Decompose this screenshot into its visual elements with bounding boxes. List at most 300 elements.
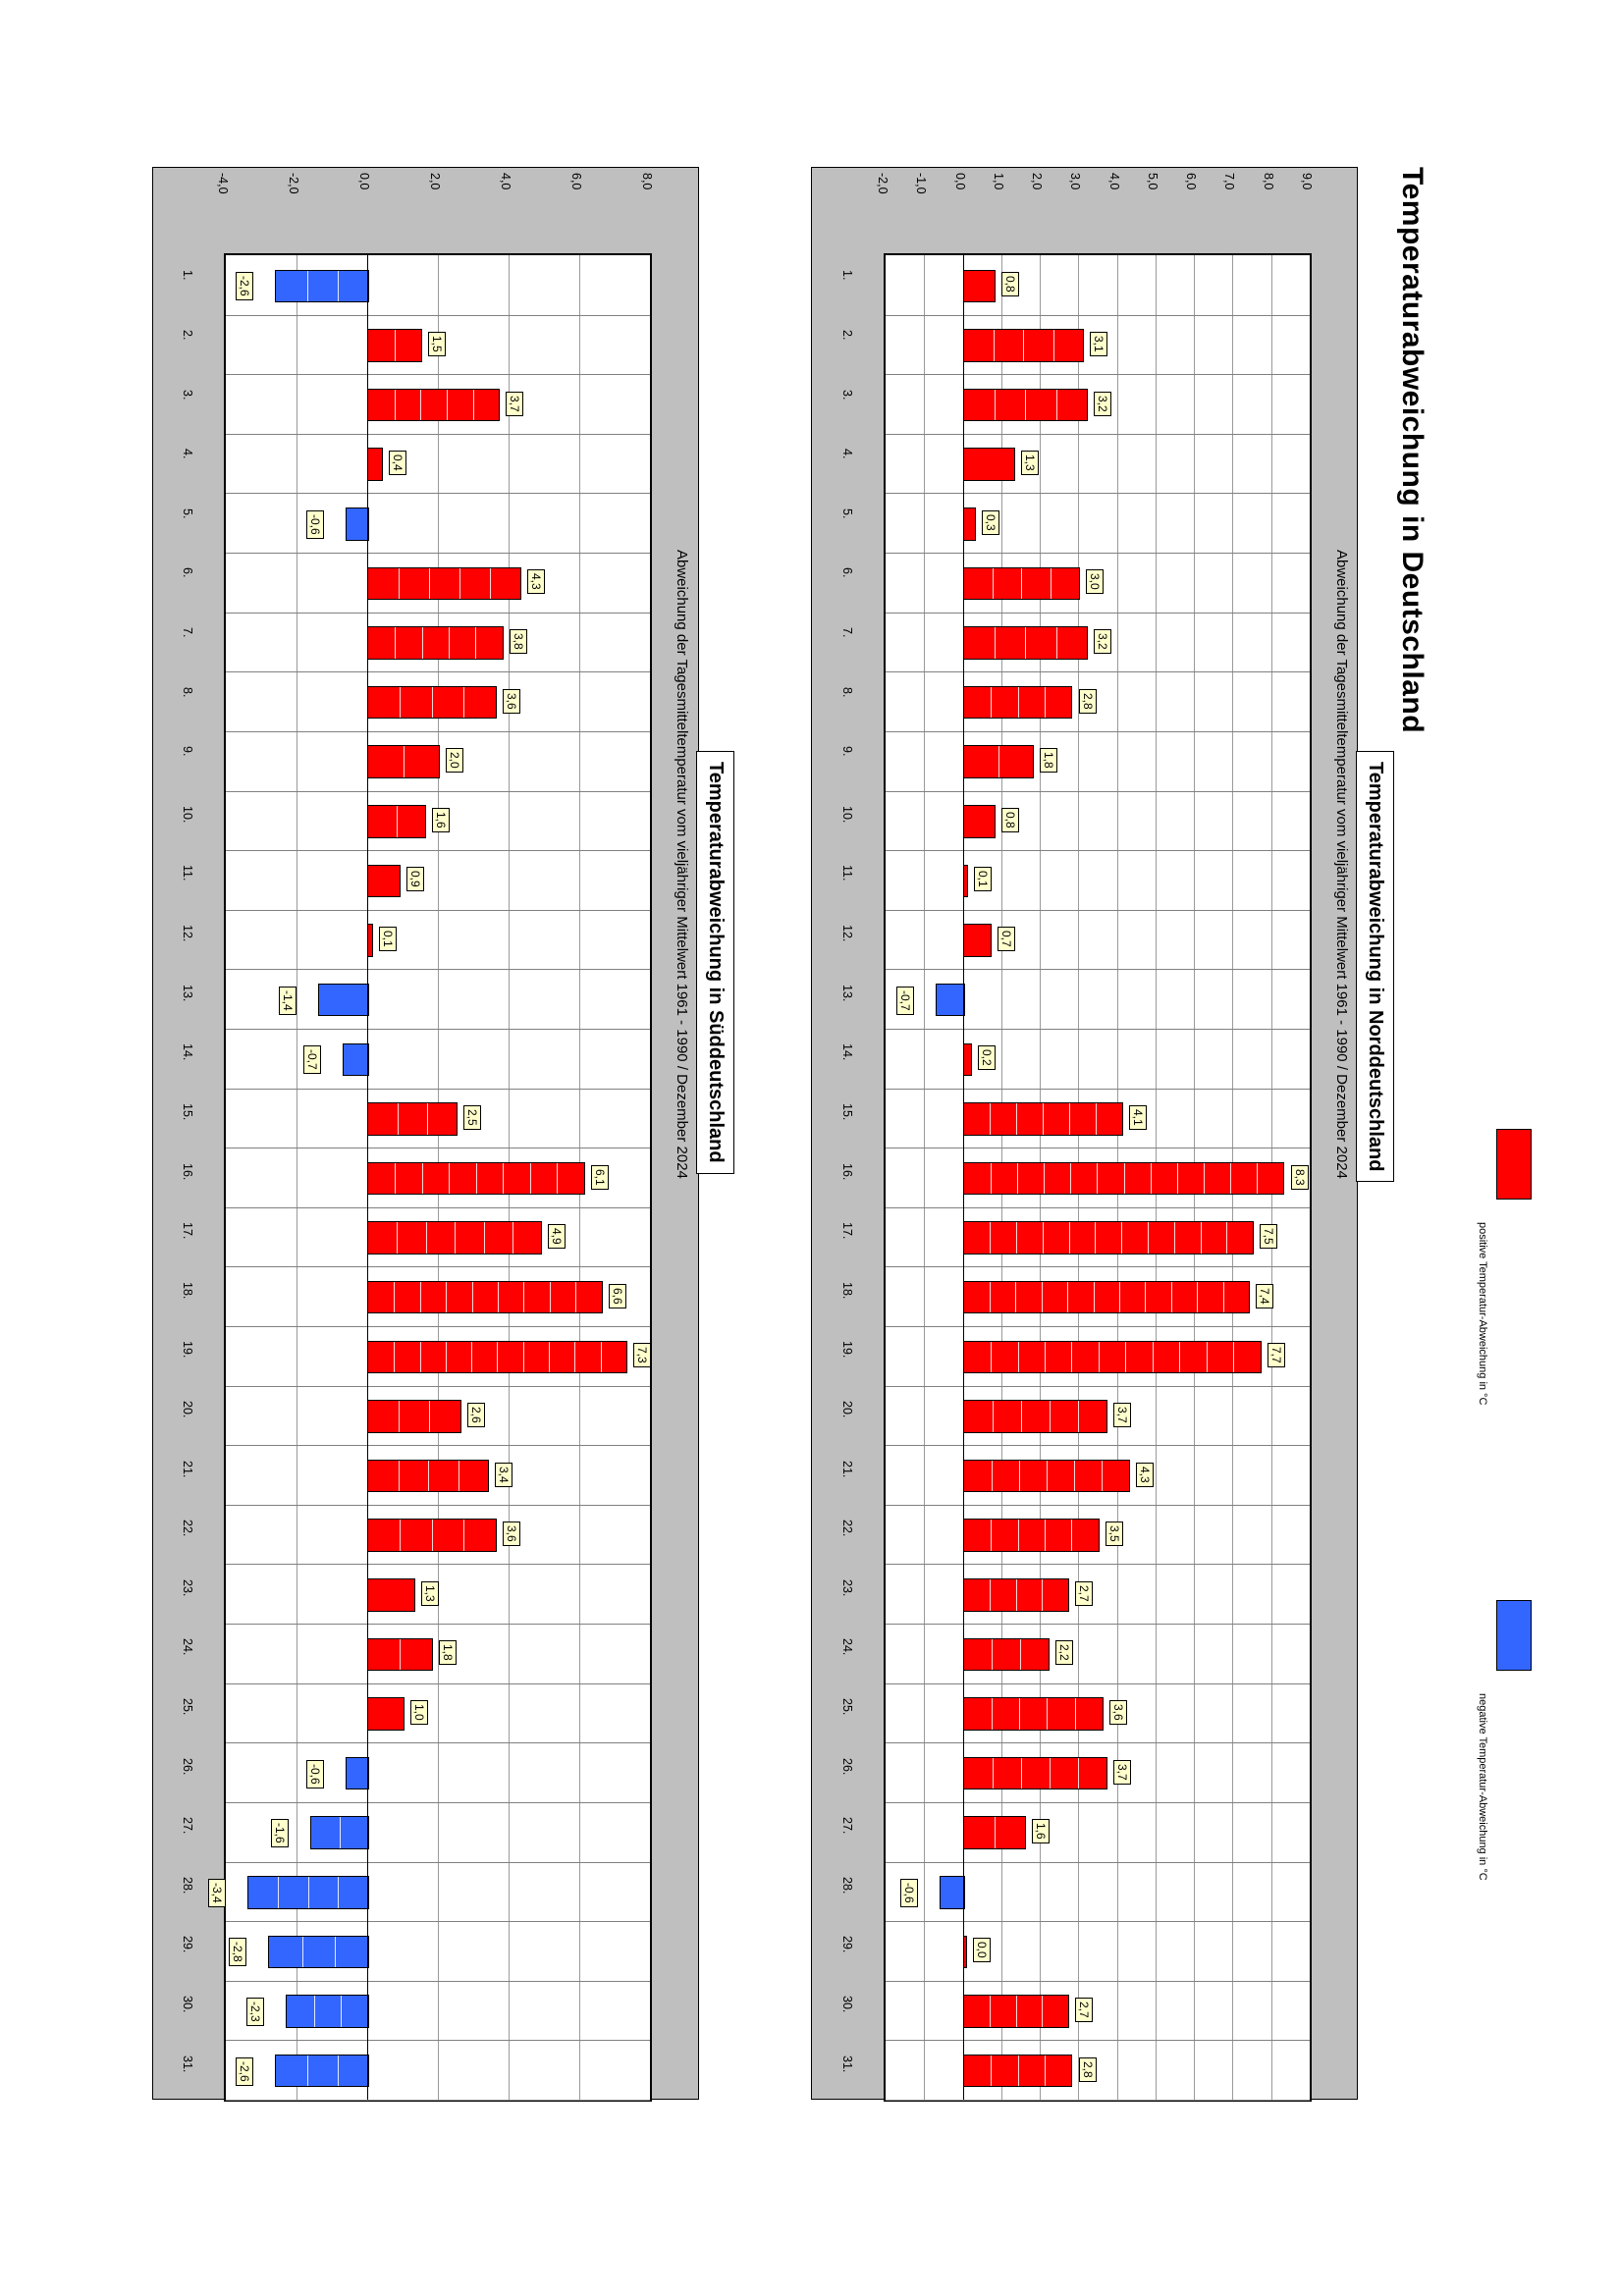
axis-tick-label: 2,0 — [428, 173, 442, 190]
bar-hatch — [1201, 1222, 1202, 1254]
bar-hatch — [1023, 330, 1024, 361]
bar-hatch — [397, 806, 398, 837]
bar-hatch — [307, 2056, 308, 2087]
bar-hatch — [1042, 1996, 1043, 2027]
value-label: 4,9 — [548, 1224, 566, 1249]
bar-hatch — [991, 1163, 992, 1195]
chart-row — [226, 1624, 650, 1684]
bar-hatch — [1071, 1342, 1072, 1373]
bar-26 — [346, 1757, 369, 1790]
category-label: 29. — [840, 1936, 854, 1953]
bar-23 — [367, 1578, 415, 1612]
axis-tick-label: 6,0 — [1184, 173, 1199, 190]
zero-axis — [963, 255, 964, 2100]
bar-hatch — [1078, 1401, 1079, 1432]
value-label: 0,8 — [1001, 272, 1019, 296]
bar-hatch — [992, 1461, 993, 1492]
bar-hatch — [549, 1342, 550, 1373]
chart-row — [886, 1564, 1310, 1625]
bar-hatch — [420, 1342, 421, 1373]
bar-20 — [367, 1400, 461, 1433]
category-label: 24. — [840, 1638, 854, 1656]
chart-row — [886, 850, 1310, 911]
value-label: 3,5 — [1106, 1522, 1123, 1546]
category-label: 26. — [840, 1757, 854, 1776]
bar-hatch — [1119, 1282, 1120, 1313]
bar-hatch — [400, 1639, 401, 1671]
bar-hatch — [463, 687, 464, 719]
bar-hatch — [990, 1996, 991, 2027]
bar-hatch — [993, 1758, 994, 1789]
axis-tick-label: -1,0 — [914, 173, 929, 194]
bar-31 — [963, 2055, 1073, 2088]
bar-hatch — [1177, 1163, 1178, 1195]
category-label: 13. — [840, 984, 854, 1002]
bar-hatch — [1050, 1401, 1051, 1432]
category-label: 17. — [181, 1222, 194, 1240]
category-label: 27. — [840, 1817, 854, 1835]
bar-hatch — [1016, 1103, 1017, 1135]
bar-8 — [367, 686, 497, 720]
bar-hatch — [1056, 627, 1057, 659]
bar-hatch — [1230, 1163, 1231, 1195]
category-label: 4. — [181, 449, 194, 459]
bar-hatch — [459, 568, 460, 600]
category-label: 21. — [181, 1460, 194, 1477]
value-label: 0,9 — [406, 867, 424, 891]
bar-27 — [963, 1816, 1027, 1849]
bar-25 — [367, 1697, 404, 1731]
bar-26 — [963, 1757, 1107, 1790]
bar-11 — [367, 865, 401, 898]
bar-hatch — [395, 390, 396, 421]
axis-tick-label: 1,0 — [991, 173, 1005, 190]
bar-17 — [963, 1221, 1255, 1255]
chart-row — [886, 1624, 1310, 1684]
category-label: 6. — [840, 567, 854, 578]
category-label: 19. — [840, 1341, 854, 1359]
bar-2 — [367, 329, 422, 362]
bar-hatch — [1078, 1758, 1079, 1789]
bar-28 — [247, 1876, 369, 1909]
axis-tick-label: 2,0 — [1030, 173, 1045, 190]
bar-16 — [367, 1162, 585, 1196]
bar-hatch — [1018, 1520, 1019, 1551]
bar-hatch — [1095, 1222, 1096, 1254]
value-label: 0,7 — [998, 927, 1015, 951]
bar-hatch — [1025, 627, 1026, 659]
bar-21 — [963, 1460, 1131, 1493]
bar-hatch — [1051, 568, 1052, 600]
bar-hatch — [399, 568, 400, 600]
bar-hatch — [1042, 1282, 1043, 1313]
axis-tick-label: 8,0 — [640, 173, 654, 190]
bar-hatch — [990, 1579, 991, 1611]
bar-hatch — [340, 1817, 341, 1848]
bar-hatch — [1017, 1163, 1018, 1195]
category-label: 31. — [181, 2055, 194, 2073]
bar-hatch — [458, 1461, 459, 1492]
bar-hatch — [447, 390, 448, 421]
value-label: -3,4 — [208, 1879, 226, 1907]
bar-hatch — [463, 1520, 464, 1551]
category-label: 4. — [840, 449, 854, 459]
category-label: 10. — [181, 805, 194, 824]
value-label: 2,6 — [467, 1403, 485, 1427]
category-label: 28. — [840, 1876, 854, 1895]
chart-row — [886, 1981, 1310, 2042]
bar-hatch — [429, 568, 430, 600]
bar-3 — [367, 389, 500, 422]
bar-hatch — [1124, 1163, 1125, 1195]
axis-tick-label: -4,0 — [216, 173, 230, 194]
bar-hatch — [278, 1877, 279, 1908]
value-label: -2,6 — [236, 2057, 253, 2086]
bar-hatch — [1045, 2056, 1046, 2087]
value-label: 6,1 — [591, 1165, 609, 1190]
bar-hatch — [400, 1520, 401, 1551]
bar-hatch — [1099, 1342, 1100, 1373]
value-label: 3,6 — [503, 689, 520, 714]
bar-hatch — [432, 687, 433, 719]
value-label: -2,3 — [246, 1998, 264, 2026]
axis-tick-label: -2,0 — [876, 173, 890, 194]
chart-row — [886, 671, 1310, 732]
bar-hatch — [446, 1282, 447, 1313]
value-label: 4,3 — [1136, 1463, 1154, 1487]
bar-hatch — [1153, 1342, 1154, 1373]
value-label: 2,0 — [446, 748, 463, 773]
bar-10 — [963, 805, 996, 838]
bar-hatch — [1021, 568, 1022, 600]
value-label: 1,3 — [1021, 451, 1039, 475]
category-label: 25. — [840, 1698, 854, 1716]
category-label: 18. — [181, 1281, 194, 1300]
bar-hatch — [1223, 1282, 1224, 1313]
plot-area-nord — [884, 253, 1312, 2102]
bar-hatch — [1197, 1282, 1198, 1313]
chart-subtitle-sued: Abweichung der Tagesmitteltemperatur vom vieljähriger Mittelwert 1961 - 1990 / Dezember 2024 — [674, 550, 690, 1179]
bar-hatch — [1174, 1222, 1175, 1254]
bar-hatch — [995, 627, 996, 659]
bar-hatch — [1043, 1222, 1044, 1254]
value-label: 3,7 — [1113, 1403, 1131, 1427]
bar-hatch — [399, 1401, 400, 1432]
bar-7 — [367, 626, 504, 660]
chart-title-sued: Temperaturabweichung in Süddeutschland — [696, 751, 734, 1174]
bar-31 — [275, 2055, 369, 2088]
bar-21 — [367, 1460, 489, 1493]
bar-17 — [367, 1221, 542, 1255]
chart-row — [886, 2040, 1310, 2101]
bar-4 — [367, 448, 383, 481]
category-label: 8. — [840, 686, 854, 698]
bar-hatch — [523, 1282, 524, 1313]
bar-hatch — [395, 330, 396, 361]
bar-hatch — [993, 568, 994, 600]
bar-hatch — [484, 1222, 485, 1254]
bar-hatch — [427, 1103, 428, 1135]
bar-hatch — [990, 1103, 991, 1135]
value-label: 0,8 — [1001, 808, 1019, 832]
bar-hatch — [1074, 1461, 1075, 1492]
bar-hatch — [490, 568, 491, 600]
bar-hatch — [335, 1937, 336, 1968]
bar-hatch — [395, 1163, 396, 1195]
category-label: 16. — [840, 1162, 854, 1180]
bar-9 — [963, 745, 1035, 778]
bar-5 — [963, 507, 977, 541]
chart-row — [886, 493, 1310, 554]
bar-18 — [367, 1281, 603, 1314]
value-label: 7,5 — [1260, 1224, 1277, 1249]
value-label: 0,1 — [379, 927, 397, 951]
bar-hatch — [1226, 1222, 1227, 1254]
bar-1 — [963, 270, 996, 303]
axis-tick-label: 4,0 — [1106, 173, 1121, 190]
chart-title-nord: Temperaturabweichung in Norddeutschland — [1356, 751, 1394, 1182]
category-label: 30. — [840, 1996, 854, 2013]
chart-row — [886, 1802, 1310, 1863]
value-label: -0,7 — [303, 1045, 321, 1074]
bar-hatch — [1097, 1163, 1098, 1195]
bar-hatch — [1021, 1758, 1022, 1789]
bar-30 — [963, 1995, 1069, 2028]
bar-19 — [367, 1341, 627, 1374]
bar-hatch — [432, 1520, 433, 1551]
category-label: 27. — [181, 1817, 194, 1835]
bar-hatch — [990, 1282, 991, 1313]
page-title: Temperaturabweichung in Deutschland — [1396, 167, 1429, 734]
bar-hatch — [1094, 1282, 1095, 1313]
bar-hatch — [449, 627, 450, 659]
value-label: 3,6 — [1109, 1700, 1127, 1725]
bar-hatch — [992, 1639, 993, 1671]
bar-hatch — [307, 271, 308, 302]
chart-row — [886, 1029, 1310, 1090]
bar-hatch — [341, 1996, 342, 2027]
category-label: 12. — [181, 925, 194, 942]
bar-25 — [963, 1697, 1104, 1731]
value-label: 2,8 — [1079, 689, 1097, 714]
bar-hatch — [1171, 1282, 1172, 1313]
axis-tick-label: 9,0 — [1300, 173, 1314, 190]
bar-hatch — [1075, 1698, 1076, 1730]
value-label: 0,2 — [978, 1045, 996, 1070]
category-label: 7. — [181, 626, 194, 638]
bar-hatch — [1121, 1222, 1122, 1254]
bar-hatch — [990, 1222, 991, 1254]
value-label: 3,4 — [495, 1463, 512, 1487]
bar-hatch — [523, 1342, 524, 1373]
bar-hatch — [420, 390, 421, 421]
category-label: 8. — [181, 686, 194, 698]
category-label: 22. — [181, 1520, 194, 1537]
chart-row — [886, 791, 1310, 852]
value-label: 3,7 — [1113, 1760, 1131, 1785]
bar-hatch — [1204, 1163, 1205, 1195]
category-label: 31. — [840, 2055, 854, 2073]
bar-hatch — [473, 390, 474, 421]
bar-6 — [963, 567, 1081, 601]
value-label: 3,1 — [1090, 332, 1107, 356]
value-label: 8,3 — [1291, 1165, 1309, 1190]
zero-axis — [367, 255, 368, 2100]
value-label: -0,6 — [306, 510, 324, 539]
category-label: 2. — [840, 329, 854, 341]
value-label: -1,4 — [279, 987, 297, 1015]
bar-hatch — [426, 1222, 427, 1254]
category-label: 5. — [181, 507, 194, 519]
value-label: 1,0 — [410, 1700, 428, 1725]
category-label: 13. — [181, 984, 194, 1002]
category-label: 26. — [181, 1757, 194, 1776]
bar-hatch — [503, 1163, 504, 1195]
category-label: 20. — [181, 1400, 194, 1418]
value-label: 3,2 — [1094, 629, 1111, 654]
chart-row — [886, 255, 1310, 316]
bar-hatch — [993, 1401, 994, 1432]
chart-row — [226, 910, 650, 971]
bar-9 — [367, 745, 440, 778]
bar-hatch — [398, 1103, 399, 1135]
value-label: 3,0 — [1086, 569, 1104, 594]
chart-row — [886, 731, 1310, 792]
chart-subtitle-nord: Abweichung der Tagesmitteltemperatur vom vieljähriger Mittelwert 1961 - 1990 / Dezember 2024 — [1333, 550, 1350, 1179]
category-label: 18. — [840, 1281, 854, 1300]
bar-hatch — [1125, 1342, 1126, 1373]
category-label: 15. — [840, 1102, 854, 1121]
category-label: 11. — [181, 865, 194, 881]
category-label: 16. — [181, 1162, 194, 1180]
bar-hatch — [498, 1282, 499, 1313]
category-label: 9. — [840, 746, 854, 757]
category-label: 21. — [840, 1460, 854, 1477]
category-label: 29. — [181, 1936, 194, 1953]
bar-hatch — [1067, 1282, 1068, 1313]
value-label: 7,3 — [633, 1343, 651, 1367]
bar-hatch — [1053, 330, 1054, 361]
value-label: -2,8 — [229, 1938, 246, 1966]
bar-hatch — [338, 1877, 339, 1908]
value-label: 0,3 — [982, 510, 999, 535]
bar-hatch — [557, 1163, 558, 1195]
bar-hatch — [1016, 1222, 1017, 1254]
category-label: 3. — [181, 389, 194, 400]
bar-15 — [963, 1102, 1123, 1136]
bar-hatch — [1016, 1996, 1017, 2027]
bar-hatch — [394, 1342, 395, 1373]
bar-6 — [367, 567, 521, 601]
category-label: 9. — [181, 746, 194, 757]
value-label: 1,8 — [439, 1640, 457, 1665]
bar-hatch — [575, 1282, 576, 1313]
category-label: 30. — [181, 1996, 194, 2013]
bar-hatch — [1069, 1103, 1070, 1135]
bar-hatch — [422, 1163, 423, 1195]
bar-22 — [963, 1519, 1100, 1552]
bar-hatch — [394, 1282, 395, 1313]
legend-label-positive: positive Temperatur-Abweichung in °C — [1477, 1222, 1488, 1406]
legend-swatch-positive — [1496, 1129, 1532, 1200]
bar-hatch — [574, 1342, 575, 1373]
bar-hatch — [428, 1461, 429, 1492]
value-label: -2,6 — [236, 272, 253, 300]
bar-hatch — [512, 1222, 513, 1254]
axis-tick-label: 4,0 — [499, 173, 512, 190]
category-label: 23. — [840, 1578, 854, 1597]
value-label: 1,3 — [421, 1581, 439, 1606]
bar-hatch — [1042, 1579, 1043, 1611]
axis-tick-label: 3,0 — [1068, 173, 1083, 190]
category-label: 11. — [840, 865, 854, 881]
bar-hatch — [429, 1401, 430, 1432]
bar-3 — [963, 389, 1089, 422]
category-label: 17. — [840, 1222, 854, 1240]
value-label: 4,3 — [527, 569, 545, 594]
value-label: 3,2 — [1094, 392, 1111, 416]
bar-23 — [963, 1578, 1069, 1612]
bar-hatch — [422, 627, 423, 659]
value-label: 0,4 — [389, 451, 406, 475]
bar-24 — [963, 1638, 1050, 1672]
bar-hatch — [1069, 1222, 1070, 1254]
bar-hatch — [400, 687, 401, 719]
bar-hatch — [991, 2056, 992, 2087]
value-label: 4,1 — [1129, 1105, 1147, 1130]
value-label: 1,6 — [1032, 1819, 1050, 1843]
axis-tick-label: 7,0 — [1222, 173, 1237, 190]
axis-tick-label: -2,0 — [287, 173, 300, 194]
bar-13 — [936, 984, 964, 1017]
category-label: 5. — [840, 507, 854, 519]
bar-hatch — [446, 1342, 447, 1373]
bar-hatch — [471, 1342, 472, 1373]
bar-hatch — [455, 1222, 456, 1254]
bar-hatch — [1019, 1698, 1020, 1730]
bar-28 — [940, 1876, 965, 1909]
value-label: -0,6 — [900, 1879, 918, 1907]
bar-hatch — [530, 1163, 531, 1195]
bar-hatch — [475, 627, 476, 659]
bar-hatch — [995, 390, 996, 421]
bar-1 — [275, 270, 369, 303]
bar-hatch — [1047, 1461, 1048, 1492]
axis-tick-label: 0,0 — [357, 173, 371, 190]
bar-hatch — [1021, 1401, 1022, 1432]
bar-hatch — [420, 1282, 421, 1313]
bar-hatch — [1207, 1342, 1208, 1373]
bar-16 — [963, 1162, 1285, 1196]
category-label: 2. — [181, 329, 194, 341]
bar-13 — [318, 984, 369, 1017]
bar-10 — [367, 805, 426, 838]
chart-row — [226, 1742, 650, 1803]
bar-2 — [963, 329, 1085, 362]
chart-row — [226, 1683, 650, 1744]
value-label: 7,7 — [1267, 1343, 1285, 1367]
bar-hatch — [991, 1342, 992, 1373]
bar-hatch — [1015, 1282, 1016, 1313]
bar-hatch — [1045, 687, 1046, 719]
bar-hatch — [1045, 1342, 1046, 1373]
category-label: 3. — [840, 389, 854, 400]
chart-row — [226, 493, 650, 554]
chart-row — [226, 850, 650, 911]
bar-22 — [367, 1519, 497, 1552]
value-label: 1,8 — [1040, 748, 1057, 773]
bar-hatch — [472, 1282, 473, 1313]
